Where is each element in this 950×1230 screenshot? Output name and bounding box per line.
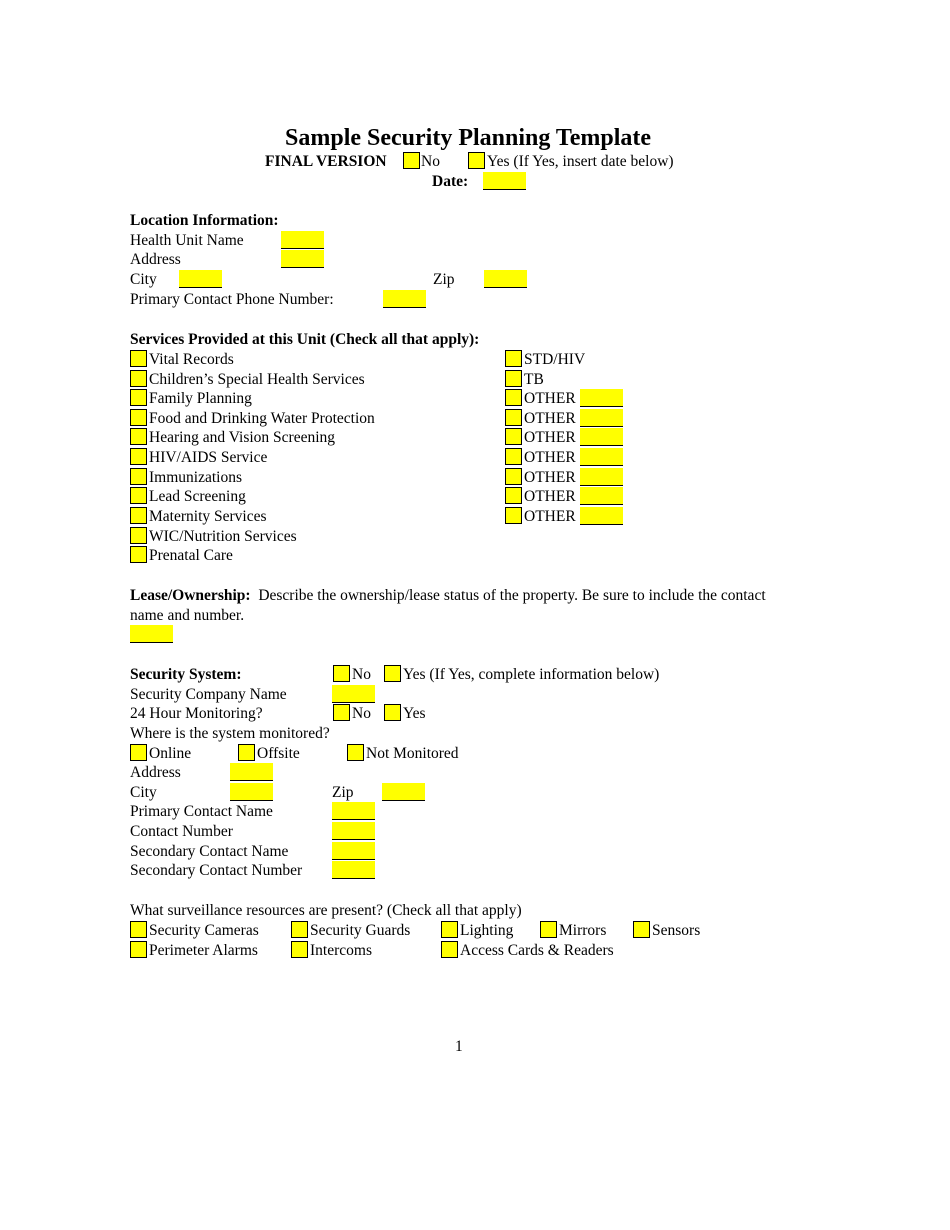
- service-checkbox[interactable]: [130, 350, 147, 367]
- other-service-field[interactable]: [580, 487, 623, 505]
- service-checkbox[interactable]: [505, 428, 522, 445]
- page-title: Sample Security Planning Template: [285, 125, 652, 151]
- security-no-label: No: [352, 666, 371, 683]
- city-field[interactable]: [179, 270, 222, 288]
- city-label: City: [130, 271, 157, 288]
- location-heading: Location Information:: [130, 212, 279, 229]
- service-checkbox[interactable]: [130, 487, 147, 504]
- primary-contact-name-label: Primary Contact Name: [130, 803, 273, 820]
- security-no-checkbox[interactable]: [333, 665, 350, 682]
- service-label: Lead Screening: [149, 488, 246, 505]
- secondary-contact-number-label: Secondary Contact Number: [130, 862, 303, 879]
- date-label: Date:: [432, 173, 469, 190]
- monitoring-no-label: No: [352, 705, 371, 722]
- services-heading: Services Provided at this Unit (Check all that apply):: [130, 331, 480, 348]
- surveillance-label: Lighting: [460, 922, 514, 939]
- service-checkbox[interactable]: [130, 370, 147, 387]
- monitoring-no-checkbox[interactable]: [333, 704, 350, 721]
- service-label: OTHER: [524, 390, 576, 407]
- zip-label: Zip: [433, 271, 455, 288]
- date-field[interactable]: [483, 172, 526, 190]
- other-service-field[interactable]: [580, 448, 623, 466]
- security-city-field[interactable]: [230, 783, 273, 801]
- security-zip-field[interactable]: [382, 783, 425, 801]
- service-label: OTHER: [524, 469, 576, 486]
- service-checkbox[interactable]: [130, 428, 147, 445]
- lease-line-1: [130, 586, 766, 605]
- zip-field[interactable]: [484, 270, 527, 288]
- surveillance-checkbox[interactable]: [633, 921, 650, 938]
- secondary-contact-name-label: Secondary Contact Name: [130, 843, 289, 860]
- surveillance-checkbox[interactable]: [540, 921, 557, 938]
- health-unit-name-field[interactable]: [281, 231, 324, 249]
- address-field[interactable]: [281, 250, 324, 268]
- page-number: 1: [455, 1038, 463, 1055]
- health-unit-name-label: Health Unit Name: [130, 232, 244, 249]
- surveillance-label: Perimeter Alarms: [149, 942, 258, 959]
- service-label: Children’s Special Health Services: [149, 371, 365, 388]
- other-service-field[interactable]: [580, 389, 623, 407]
- surveillance-checkbox[interactable]: [291, 921, 308, 938]
- service-checkbox[interactable]: [130, 507, 147, 524]
- security-address-field[interactable]: [230, 763, 273, 781]
- surveillance-label: Intercoms: [310, 942, 372, 959]
- surveillance-checkbox[interactable]: [291, 941, 308, 958]
- service-checkbox[interactable]: [505, 389, 522, 406]
- address-label: Address: [130, 251, 181, 268]
- lease-line-2: name and number.: [130, 607, 245, 624]
- service-checkbox[interactable]: [505, 409, 522, 426]
- service-checkbox[interactable]: [505, 468, 522, 485]
- other-service-field[interactable]: [580, 409, 623, 427]
- contact-number-label: Contact Number: [130, 823, 233, 840]
- security-zip-label: Zip: [332, 784, 354, 801]
- service-label: TB: [524, 371, 544, 388]
- surveillance-checkbox[interactable]: [441, 941, 458, 958]
- final-version-yes-label: Yes (If Yes, insert date below): [487, 153, 674, 170]
- service-checkbox[interactable]: [130, 468, 147, 485]
- secondary-contact-name-field[interactable]: [332, 842, 375, 860]
- service-label: Prenatal Care: [149, 547, 233, 564]
- service-checkbox[interactable]: [130, 389, 147, 406]
- monitoring-yes-checkbox[interactable]: [384, 704, 401, 721]
- phone-field[interactable]: [383, 290, 426, 308]
- secondary-contact-number-field[interactable]: [332, 861, 375, 879]
- service-label: OTHER: [524, 488, 576, 505]
- surveillance-label: Security Cameras: [149, 922, 259, 939]
- service-label: OTHER: [524, 508, 576, 525]
- security-city-label: City: [130, 784, 157, 801]
- monitoring-yes-label: Yes: [403, 705, 426, 722]
- security-yes-checkbox[interactable]: [384, 665, 401, 682]
- other-service-field[interactable]: [580, 428, 623, 446]
- other-service-field[interactable]: [580, 507, 623, 525]
- service-label: Food and Drinking Water Protection: [149, 410, 375, 427]
- service-label: Maternity Services: [149, 508, 267, 525]
- service-label: WIC/Nutrition Services: [149, 528, 297, 545]
- security-yes-label: Yes (If Yes, complete information below): [403, 666, 660, 683]
- service-label: OTHER: [524, 449, 576, 466]
- surveillance-checkbox[interactable]: [130, 921, 147, 938]
- contact-number-field[interactable]: [332, 822, 375, 840]
- service-checkbox[interactable]: [130, 448, 147, 465]
- lease-text: Describe the ownership/lease status of the property. Be sure to include the contact: [258, 587, 766, 604]
- lease-heading: Lease/Ownership:: [130, 587, 251, 604]
- surveillance-question: What surveillance resources are present? (Check all that apply): [130, 902, 522, 919]
- security-address-label: Address: [130, 764, 181, 781]
- where-monitored-label: Where is the system monitored?: [130, 725, 330, 742]
- surveillance-checkbox[interactable]: [441, 921, 458, 938]
- monitoring-label: 24 Hour Monitoring?: [130, 705, 263, 722]
- service-label: Hearing and Vision Screening: [149, 429, 336, 446]
- service-checkbox[interactable]: [505, 487, 522, 504]
- service-label: Immunizations: [149, 469, 242, 486]
- online-label: Online: [149, 745, 192, 762]
- final-version-yes-checkbox[interactable]: [468, 152, 485, 169]
- other-service-field[interactable]: [580, 468, 623, 486]
- surveillance-label: Mirrors: [559, 922, 607, 939]
- online-checkbox[interactable]: [130, 744, 147, 761]
- security-company-label: Security Company Name: [130, 686, 287, 703]
- offsite-checkbox[interactable]: [238, 744, 255, 761]
- security-company-field[interactable]: [332, 685, 375, 703]
- service-label: OTHER: [524, 429, 576, 446]
- service-checkbox[interactable]: [505, 350, 522, 367]
- service-label: Family Planning: [149, 390, 252, 407]
- surveillance-label: Security Guards: [310, 922, 411, 939]
- offsite-label: Offsite: [257, 745, 300, 762]
- service-label: HIV/AIDS Service: [149, 449, 268, 466]
- not-monitored-label: Not Monitored: [366, 745, 459, 762]
- security-heading: Security System:: [130, 666, 242, 683]
- final-version-no-label: No: [421, 153, 440, 170]
- service-checkbox[interactable]: [130, 546, 147, 563]
- surveillance-checkbox[interactable]: [130, 941, 147, 958]
- final-version-label: FINAL VERSION: [265, 153, 387, 170]
- service-label: STD/HIV: [524, 351, 586, 368]
- not-monitored-checkbox[interactable]: [347, 744, 364, 761]
- phone-label: Primary Contact Phone Number:: [130, 291, 334, 308]
- surveillance-label: Access Cards & Readers: [460, 942, 614, 959]
- final-version-no-checkbox[interactable]: [403, 152, 420, 169]
- service-checkbox[interactable]: [130, 527, 147, 544]
- service-checkbox[interactable]: [130, 409, 147, 426]
- service-label: OTHER: [524, 410, 576, 427]
- service-checkbox[interactable]: [505, 370, 522, 387]
- service-label: Vital Records: [149, 351, 234, 368]
- surveillance-label: Sensors: [652, 922, 701, 939]
- primary-contact-name-field[interactable]: [332, 802, 375, 820]
- service-checkbox[interactable]: [505, 507, 522, 524]
- lease-field[interactable]: [130, 625, 173, 643]
- service-checkbox[interactable]: [505, 448, 522, 465]
